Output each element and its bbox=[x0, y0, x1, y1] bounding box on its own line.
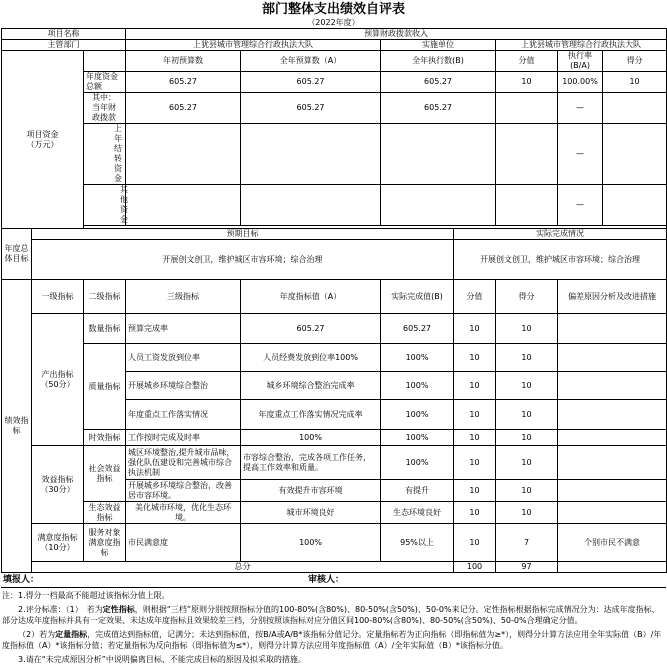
note-2-c: ，则根据“三档”原则分别按照指标分值的100-80%(含80%)、80-50%(含50%)、50-0%来记分。定性指标根据指标完成情况分为：达成年度指标、部分达成年度指标并具有一定效果、未达成年度指标且效果较差三档，分别按照该指标对应分值区间100-80%(含80%)、80-50%(含50%)、50-0%合理确定分值。 bbox=[2, 605, 660, 625]
perf-header-l2: 二级指标 bbox=[84, 280, 126, 314]
perf-row-score: 10 bbox=[496, 314, 558, 344]
perf-row-weight: 10 bbox=[454, 446, 496, 480]
perf-row-actual: 100% bbox=[381, 400, 454, 430]
funds-header-executed: 全年执行数(B) bbox=[381, 51, 496, 72]
funds-row-score bbox=[603, 185, 667, 226]
perf-row-target: 城市环境良好 bbox=[241, 502, 381, 524]
exec-unit-name: 上犹县城市管理综合行政执法大队 bbox=[496, 40, 667, 51]
note-2-a: 2.评分标准：（1） 若为 bbox=[18, 605, 103, 614]
note-3 bbox=[2, 629, 662, 651]
perf-header-actual: 实际完成值(B) bbox=[381, 280, 454, 314]
project-name: 预算财政拨款收入 bbox=[126, 29, 667, 40]
perf-row-weight: 10 bbox=[454, 400, 496, 430]
perf-row-actual: 100% bbox=[381, 344, 454, 372]
perf-row-weight: 10 bbox=[454, 430, 496, 446]
perf-row-target: 市容综合整治，完成各项工作任务，提高工作效率和质量。 bbox=[241, 446, 381, 480]
funds-row-score bbox=[603, 93, 667, 124]
perf-row-target: 年度重点工作落实情况完成率 bbox=[241, 400, 381, 430]
funds-row-rate: — bbox=[558, 185, 603, 226]
evaluation-table bbox=[1, 28, 667, 573]
perf-row-score: 10 bbox=[496, 480, 558, 502]
perf-row-l3: 年度重点工作落实情况 bbox=[126, 400, 241, 430]
perf-row-l3: 工作按时完成及时率 bbox=[126, 430, 241, 446]
funds-header-score: 得分 bbox=[603, 51, 667, 72]
perf-row-reason bbox=[558, 400, 667, 430]
perf-row-reason bbox=[558, 480, 667, 502]
funds-row-annual bbox=[241, 124, 381, 185]
exec-unit-label: 实施单位 bbox=[381, 40, 496, 51]
perf-row-score: 10 bbox=[496, 344, 558, 372]
perf-row-target: 人员经费发放到位率100% bbox=[241, 344, 381, 372]
eco-label: 生态效益指标 bbox=[84, 502, 126, 524]
funds-row-weight bbox=[496, 124, 558, 185]
funds-row-name: 其他资金 bbox=[84, 185, 126, 226]
perf-row-l3: 美化城市环境，优化生态环境。 bbox=[126, 502, 241, 524]
perf-header-l3: 三级指标 bbox=[126, 280, 241, 314]
perf-row-actual: 95%以上 bbox=[381, 524, 454, 562]
note-3-b: 定量指标 bbox=[55, 630, 88, 639]
reviewer-label: 审核人： bbox=[308, 575, 345, 585]
funds-row-executed bbox=[381, 124, 496, 185]
note-3-c: ，完成值达到指标值，记满分；未达到指标值，按B/A或A/B*该指标分值记分。定量指标若为正向指标（即指标值为≥*），则得分计算方法应用全年实际值（B）/年度指标值（A）*该指标分值；若定量指标为反向指标（即指标值为≤*），则得分计算方法应用年度指标值（A）/全年实际值（B）*该指标分值。 bbox=[2, 630, 662, 650]
perf-header-reason: 偏差原因分析及改进措施 bbox=[558, 280, 667, 314]
perf-row-reason bbox=[558, 314, 667, 344]
goals-label: 年度总体目标 bbox=[2, 229, 32, 280]
funds-row-initial: 605.27 bbox=[126, 72, 241, 93]
perf-row-target: 100% bbox=[241, 430, 381, 446]
funds-header-initial: 年初预算数 bbox=[126, 51, 241, 72]
funds-label: 项目资金 （万元） bbox=[2, 51, 84, 229]
funds-row-weight bbox=[496, 93, 558, 124]
funds-row-executed: 605.27 bbox=[381, 93, 496, 124]
note-4: 3.请在“未完成原因分析”中说明偏离目标、不能完成目标的原因及拟采取的措施。 bbox=[18, 655, 306, 664]
funds-row-rate: 100.00% bbox=[558, 72, 603, 93]
perf-side-label: 绩效指标 bbox=[2, 280, 32, 573]
perf-row-l3: 开展城乡环境综合整治，改善居市容环境。 bbox=[126, 480, 241, 502]
total-weight: 100 bbox=[454, 562, 496, 573]
note-2 bbox=[2, 604, 662, 626]
funds-row-initial bbox=[126, 185, 241, 226]
perf-row-weight: 10 bbox=[454, 480, 496, 502]
perf-row-score: 10 bbox=[496, 372, 558, 400]
perf-row-score: 10 bbox=[496, 400, 558, 430]
social-label: 社会效益指标 bbox=[84, 446, 126, 502]
perf-row-reason bbox=[558, 372, 667, 400]
funds-row-name: 上年结转资金 bbox=[84, 124, 126, 185]
perf-row-score: 10 bbox=[496, 502, 558, 524]
notes bbox=[0, 588, 664, 665]
perf-row-target: 100% bbox=[241, 524, 381, 562]
funds-header-rate: 执行率(B/A) bbox=[558, 51, 603, 72]
perf-row-weight: 10 bbox=[454, 502, 496, 524]
perf-row-actual: 100% bbox=[381, 446, 454, 480]
note-2-b: 定性指标 bbox=[102, 605, 135, 614]
benefit-label: 效益指标（30分） bbox=[32, 446, 84, 524]
signature-row bbox=[1, 573, 666, 588]
perf-row-reason bbox=[558, 430, 667, 446]
funds-row-annual bbox=[241, 185, 381, 226]
dept-label: 主管部门 bbox=[2, 40, 126, 51]
goals-expected-header: 预期目标 bbox=[32, 229, 454, 240]
perf-header-weight: 分值 bbox=[454, 280, 496, 314]
perf-row-actual: 100% bbox=[381, 372, 454, 400]
perf-row-l3: 预算完成率 bbox=[126, 314, 241, 344]
funds-row-name: 其中：当年财政拨款 bbox=[84, 93, 126, 124]
funds-row-score bbox=[603, 124, 667, 185]
funds-row-rate: — bbox=[558, 124, 603, 185]
perf-row-reason bbox=[558, 446, 667, 480]
perf-row-target: 城乡环境综合整治完成率 bbox=[241, 372, 381, 400]
funds-row-name: 年度资金总额 bbox=[84, 72, 126, 93]
total-score: 97 bbox=[496, 562, 558, 573]
funds-row-annual: 605.27 bbox=[241, 72, 381, 93]
perf-row-weight: 10 bbox=[454, 524, 496, 562]
funds-row-executed: 605.27 bbox=[381, 72, 496, 93]
note-1: 注：1.得分一档最高不能超过该指标分值上限。 bbox=[2, 591, 170, 600]
funds-row-initial bbox=[126, 124, 241, 185]
perf-row-l3: 城区环境整治,提升城市品味，强化队伍建设和完善城市综合执法机制 bbox=[126, 446, 241, 480]
perf-row-reason bbox=[558, 502, 667, 524]
funds-row-weight bbox=[496, 185, 558, 226]
page-title: 部门整体支出绩效自评表 bbox=[261, 2, 405, 17]
funds-row-score: 10 bbox=[603, 72, 667, 93]
quality-label: 质量指标 bbox=[84, 344, 126, 430]
perf-row-actual: 生态环境良好 bbox=[381, 502, 454, 524]
note-3-a: （2）若为 bbox=[18, 630, 56, 639]
funds-header-weight: 分值 bbox=[496, 51, 558, 72]
perf-row-actual: 有提升 bbox=[381, 480, 454, 502]
perf-row-score: 10 bbox=[496, 446, 558, 480]
perf-row-actual: 100% bbox=[381, 430, 454, 446]
funds-row-rate: — bbox=[558, 93, 603, 124]
goals-actual: 开展创文创卫，维护城区市容环境；综合治理 bbox=[454, 240, 667, 280]
perf-row-target: 有效提升市容环境 bbox=[241, 480, 381, 502]
funds-header-annual: 全年预算数（A） bbox=[241, 51, 381, 72]
project-name-label: 项目名称 bbox=[2, 29, 126, 40]
funds-row-initial: 605.27 bbox=[126, 93, 241, 124]
perf-row-weight: 10 bbox=[454, 314, 496, 344]
funds-row-executed bbox=[381, 185, 496, 226]
page-subtitle: （2022年度） bbox=[307, 18, 360, 27]
funds-row-weight: 10 bbox=[496, 72, 558, 93]
goals-actual-header: 实际完成情况 bbox=[454, 229, 667, 240]
perf-row-weight: 10 bbox=[454, 372, 496, 400]
perf-row-score: 7 bbox=[496, 524, 558, 562]
dept-name: 上犹县城市管理综合行政执法大队 bbox=[126, 40, 381, 51]
perf-row-actual: 605.27 bbox=[381, 314, 454, 344]
perf-row-l3: 人员工资发放到位率 bbox=[126, 344, 241, 372]
total-reason bbox=[558, 562, 667, 573]
funds-corner bbox=[84, 51, 126, 72]
output-label: 产出指标（50分） bbox=[32, 314, 84, 446]
timeliness-label: 时效指标 bbox=[84, 430, 126, 446]
filler-label: 填报人： bbox=[3, 575, 40, 585]
perf-row-reason: 个别市民不满意 bbox=[558, 524, 667, 562]
perf-row-l3: 开展城乡环境综合整治 bbox=[126, 372, 241, 400]
goals-expected: 开展创文创卫，维护城区市容环境；综合治理 bbox=[32, 240, 454, 280]
perf-row-reason bbox=[558, 344, 667, 372]
perf-row-target: 605.27 bbox=[241, 314, 381, 344]
perf-header-score: 得分 bbox=[496, 280, 558, 314]
perf-header-l1: 一级指标 bbox=[32, 280, 84, 314]
perf-row-score: 10 bbox=[496, 430, 558, 446]
funds-row-annual: 605.27 bbox=[241, 93, 381, 124]
perf-row-weight: 10 bbox=[454, 344, 496, 372]
perf-header-target: 年度指标值（A） bbox=[241, 280, 381, 314]
perf-row-l3: 市民满意度 bbox=[126, 524, 241, 562]
service-label: 服务对象满意度指标 bbox=[84, 524, 126, 562]
quantity-label: 数量指标 bbox=[84, 314, 126, 344]
satisfaction-label: 满意度指标（10分） bbox=[32, 524, 84, 562]
total-label: 总分 bbox=[32, 562, 454, 573]
